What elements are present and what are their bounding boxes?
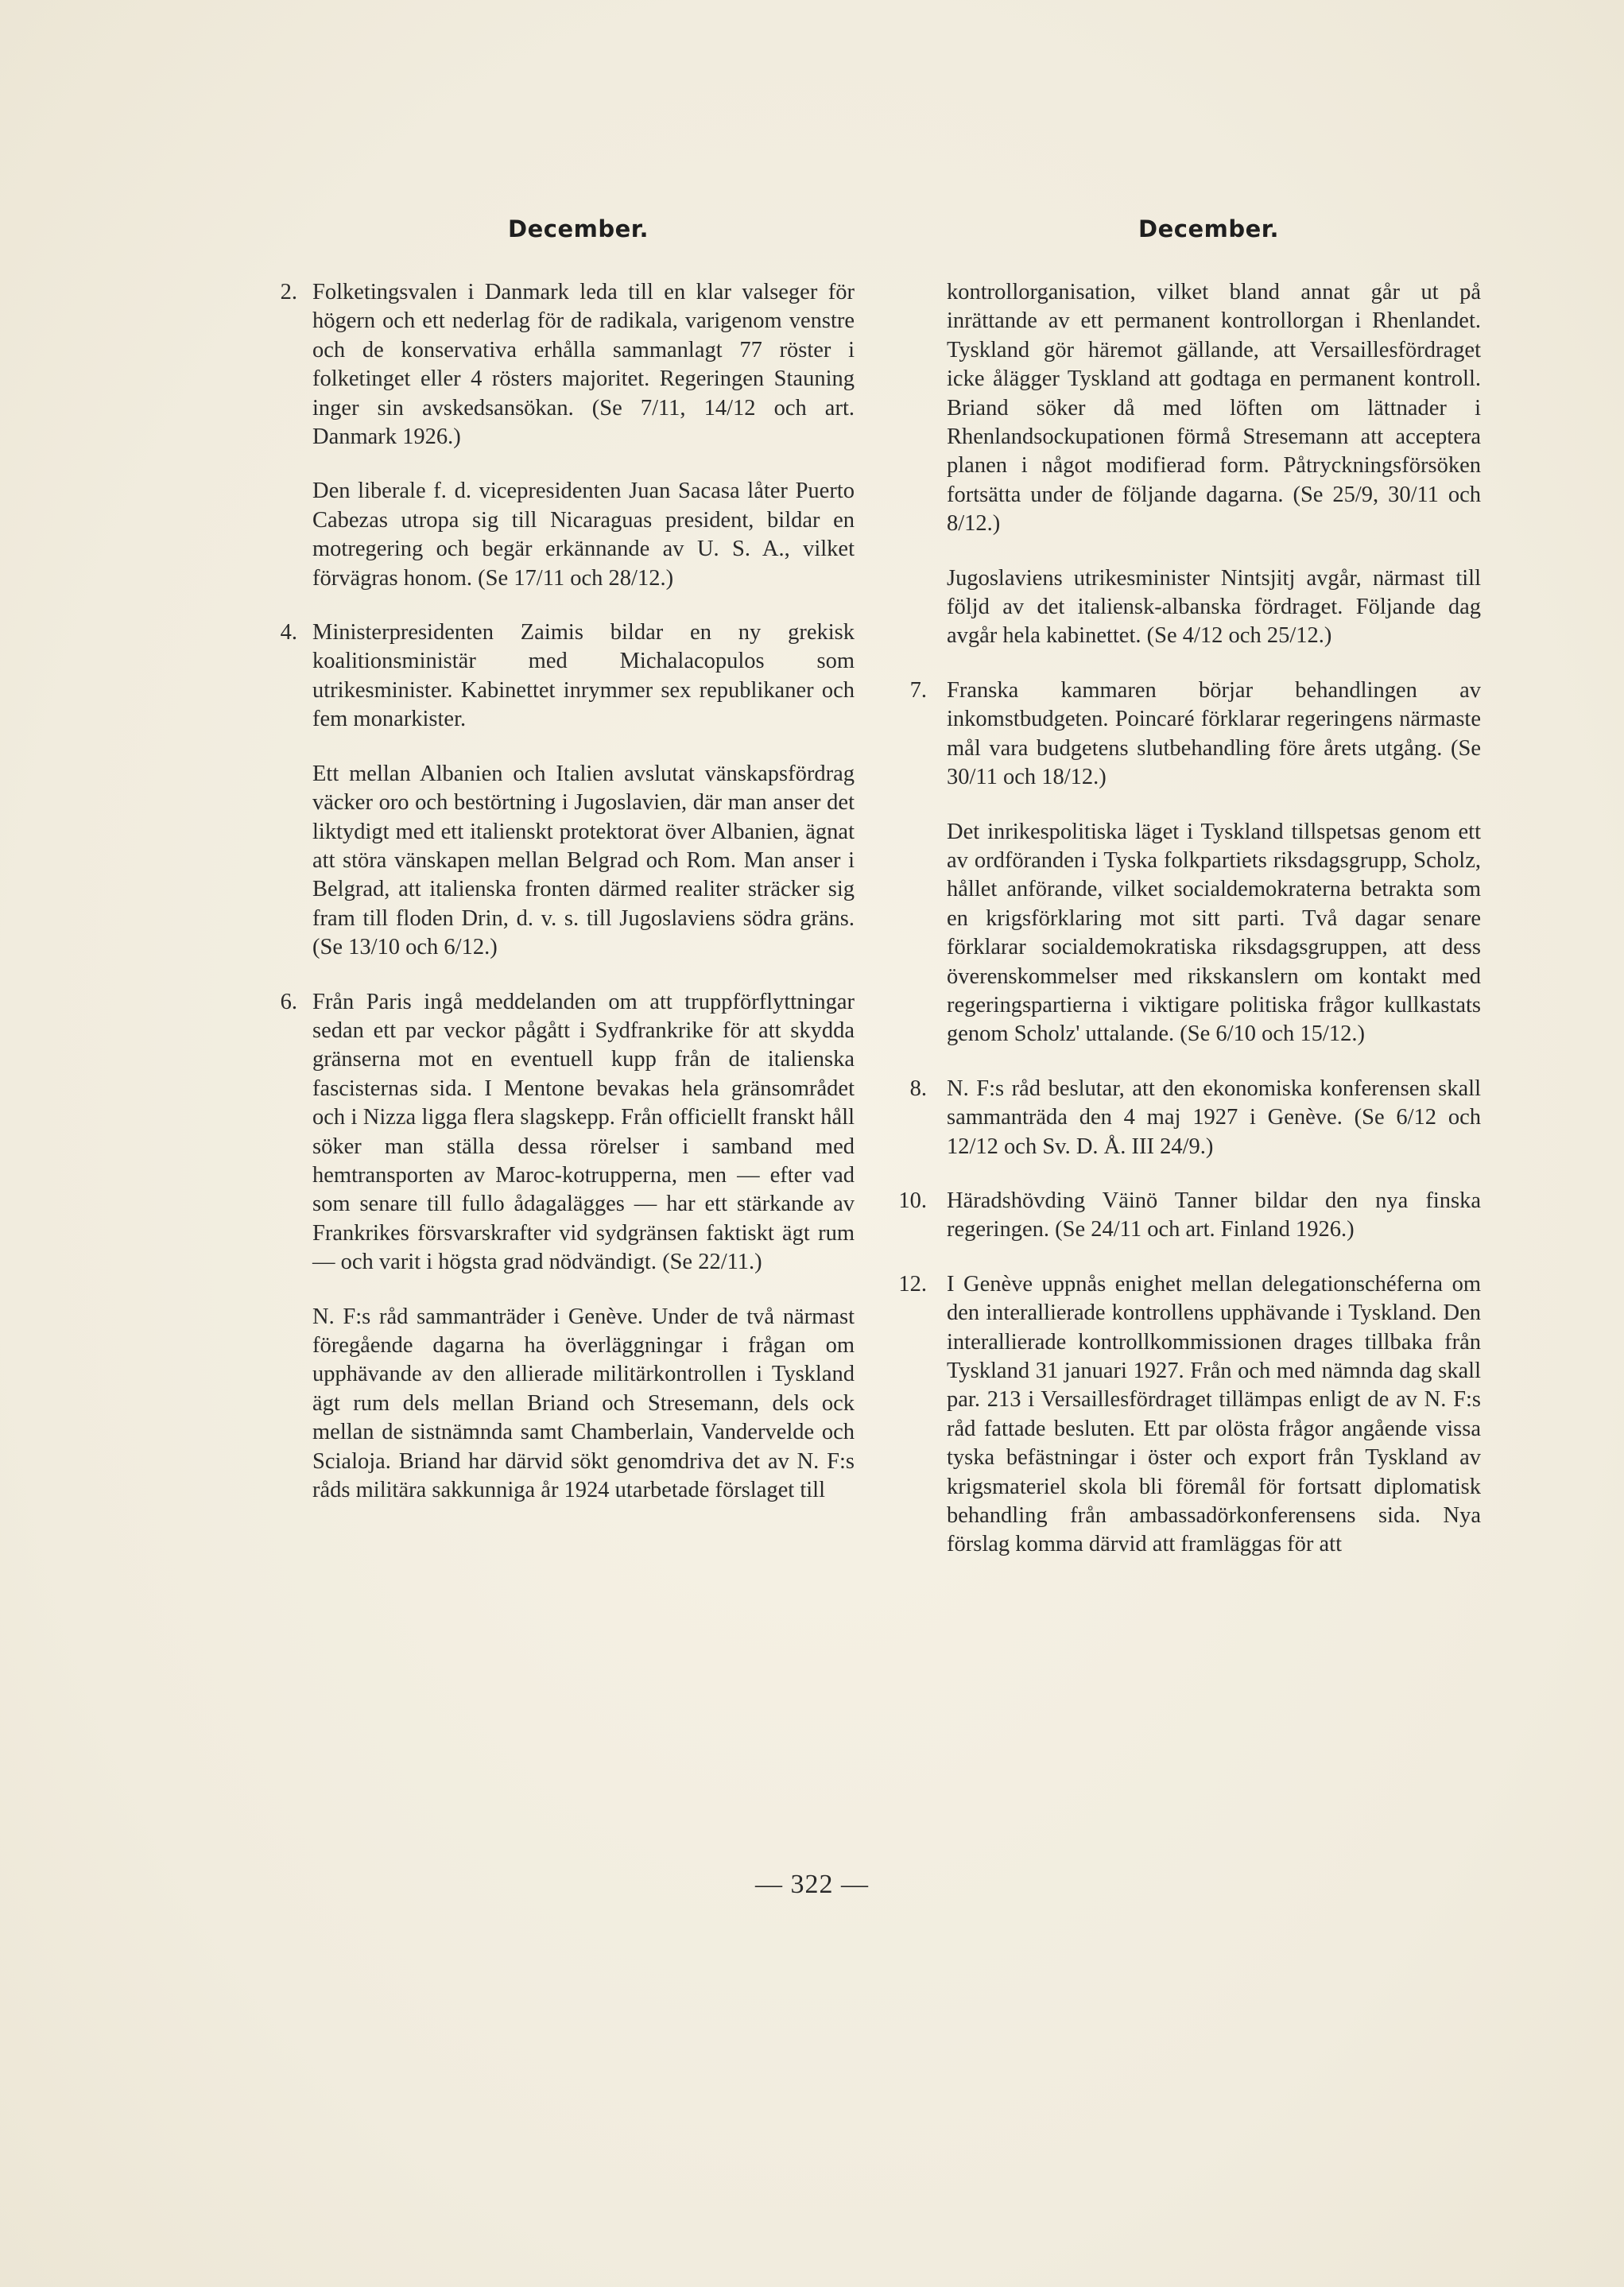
entry [889, 818, 1481, 1049]
entry-text: Det inrikespolitiska läget i Tyskland tillspetsas genom ett av ordföranden i Tyska folkpartiets riksdagsgrupp, Scholz, hållet anförande, vilket socialdemokraterna betrakta som en krigsförklaring mot sitt parti. Två dagar senare förklarar socialdemokratiska riksdagsgruppen, att dess överenskommelser med rikskanslern om kontakt med regeringspartierna i viktigare politiska frågor kullkastats genom Scholz' uttalande. (Se 6/10 och 15/12.) [947, 819, 1481, 1047]
entry-text: Ministerpresidenten Zaimis bildar en ny grekisk koalitionsministär med Michalacopulos som utrikesminister. Kabinettet inrymmer sex republikaner och fem monarkister. [312, 620, 855, 732]
entry [254, 477, 855, 593]
right-column [889, 215, 1481, 1560]
entry-text: N. F:s råd beslutar, att den ekonomiska konferensen skall sammanträda den 4 maj 1927 i Genève. (Se 6/12 och 12/12 och Sv. D. Å. III 24/9.) [947, 1076, 1481, 1159]
entry-text: N. F:s råd sammanträder i Genève. Under de två närmast föregående dagarna ha överläggningar i frågan om upphävande av den allierade militärkontrollen i Tyskland ägt rum dels mellan Briand och Stresemann, dels ock mellan de sistnämnda samt Chamberlain, Vandervelde och Scialoja. Briand har därvid sökt genomdriva det av N. F:s råds militära sakkunniga år 1924 utarbetade förslaget till [312, 1304, 855, 1503]
left-column-header: December. [508, 215, 649, 242]
entry-text: Den liberale f. d. vicepresidenten Juan Sacasa låter Puerto Cabezas utropa sig till Nicaraguas president, bildar en motregering och begär erkännande av U. S. A., vilket förvägras honom. (Se 17/11 och 28/12.) [312, 479, 855, 591]
day-number: 6. [280, 989, 297, 1014]
entry [889, 1075, 1481, 1161]
entry-text: kontrollorganisation, vilket bland annat går ut på inrättande av ett permanent kontrollorgan i Rhenlandet. Tyskland gör häremot gällande, att Versaillesfördraget icke ålägger Tyskland att godtaga en permanent kontroll. Briand söker då med löften om lättnader i Rhenlandsockupationen förmå Stresemann att acceptera planen i något modifierad form. Påtryckningsförsöken fortsätta under de följande dagarna. (Se 25/9, 30/11 och 8/12.) [947, 280, 1481, 537]
entry [889, 564, 1481, 651]
right-column-header: December. [1138, 215, 1279, 242]
entry-text: Ett mellan Albanien och Italien avslutat vänskapsfördrag väcker oro och bestörtning i Jugoslavien, där man anser det liktydigt med ett italienskt protektorat över Albanien, ägnat att störa vänskapen mellan Belgrad och Rom. Man anser i Belgrad, att italienska fronten därmed realiter sträcker sig fram till floden Drin, d. v. s. till Jugoslaviens södra gräns. (Se 13/10 och 6/12.) [312, 761, 855, 960]
entry [889, 676, 1481, 793]
entry-text: Jugoslaviens utrikesminister Nintsjitj avgår, närmast till följd av det italiensk-albanska fördraget. Följande dag avgår hela kabinettet. (Se 4/12 och 25/12.) [947, 565, 1481, 649]
entry [889, 278, 1481, 539]
entry-text: Folketingsvalen i Danmark leda till en klar valseger för högern och ett nederlag för de radikala, varigenom venstre och de konservativa erhålla sammanlagt 77 röster i folketinget eller 4 rösters majoritet. Regeringen Stauning inger sin avskedsansökan. (Se 7/11, 14/12 och art. Danmark 1926.) [312, 280, 855, 450]
entry [889, 1270, 1481, 1560]
day-number: 4. [280, 620, 297, 645]
left-column [254, 215, 855, 1505]
day-number: 10. [898, 1188, 927, 1213]
entry [254, 988, 855, 1277]
day-number: 7. [909, 677, 927, 703]
entry [254, 278, 855, 452]
page-number: — 322 — [755, 1870, 869, 1899]
entry-text: Från Paris ingå meddelanden om att truppförflyttningar sedan ett par veckor pågått i Sydfrankrike för att skydda gränserna mot en eventuell kupp från de italienska fascisternas sida. I Mentone bevakas hela gränsområdet och i Nizza ligga flera slagskepp. Från officiellt franskt håll söker man ställa dessa rörelser i samband med hemtransporten av Maroc-kotrupperna, men — efter vad som senare till fullo ådagalägges — har ett stärkande av Frankrikes försvarskrafter vid sydgränsen faktiskt ägt rum — och varit i högsta grad nödvändigt. (Se 22/11.) [312, 989, 855, 1275]
entry [889, 1187, 1481, 1245]
day-number: 2. [280, 280, 297, 304]
entry [254, 760, 855, 963]
entry [254, 618, 855, 735]
entry-text: I Genève uppnås enighet mellan delegationschéferna om den interallierade kontrollens upphävande i Tyskland. Den interallierade kontrollkommissionen drages tillbaka från Tyskland 31 januari 1927. Från och med nämnda dag skall par. 213 i Versaillesfördraget tillämpas enligt de av N. F:s råd fattade besluten. Ett par olösta frågor angående vissa tyska befästningar i öster och export från Tyskland av krigsmateriel skola bli föremål för fortsatt diplomatisk behandling från ambassadörkonferensens sida. Nya förslag komma därvid att framläggas för att [947, 1271, 1481, 1557]
day-number: 12. [898, 1271, 927, 1297]
entry-text: Franska kammaren börjar behandlingen av inkomstbudgeten. Poincaré förklarar regeringens närmaste mål vara budgetens slutbehandling före årets utgång. (Se 30/11 och 18/12.) [947, 677, 1481, 790]
day-number: 8. [909, 1076, 927, 1101]
entry [254, 1303, 855, 1506]
entry-text: Häradshövding Väinö Tanner bildar den nya finska regeringen. (Se 24/11 och art. Finland 1926.) [947, 1188, 1481, 1242]
